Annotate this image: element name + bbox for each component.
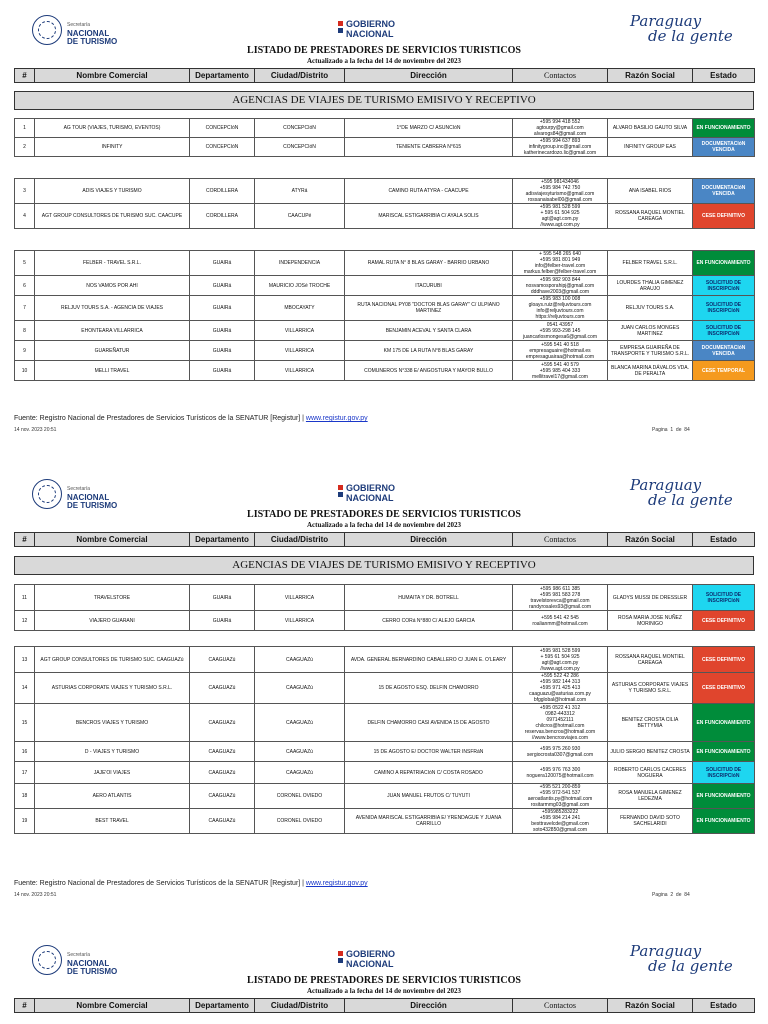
col-header-status: Estado	[693, 69, 755, 83]
senatur-logo	[32, 944, 117, 976]
legal-name: EMPRESA GUAIREÑA DE TRANSPORTE Y TURISMO S.R.L.	[608, 341, 693, 361]
paraguay-logo	[630, 478, 733, 508]
col-header-contacts: Contactos	[513, 69, 608, 83]
row-number: 17	[15, 762, 35, 784]
city: VILLARRICA	[255, 585, 345, 611]
department: GUAIRá	[190, 585, 255, 611]
group-table	[14, 250, 755, 381]
table-row	[15, 762, 755, 784]
page-of: de	[675, 892, 682, 898]
col-header-city: Ciudad/Distrito	[255, 69, 345, 83]
col-header-num: #	[15, 999, 35, 1013]
document-subtitle: Actualizado a la fecha del 14 de noviembre del 2023	[306, 521, 462, 529]
footer-source	[14, 880, 368, 887]
business-name: D - VIAJES Y TURISMO	[35, 742, 190, 762]
table-row	[15, 138, 755, 157]
registur-link[interactable]: www.registur.gov.py	[305, 880, 368, 887]
legal-name: ANA ISABEL RIOS	[608, 179, 693, 204]
legal-name: BLANCA MARINA DÁVALOS VDA. DE PERALTA	[608, 361, 693, 381]
status-badge: SOLICITUD DE INSCRIPCIóN	[693, 296, 755, 321]
legal-name: JULIO SERGIO BENITEZ CROSTA	[608, 742, 693, 762]
department: CONCEPCIóN	[190, 138, 255, 157]
footer-source-text: Fuente: Registro Nacional de Prestadores de Servicios Turísticos de la SENATUR [Registur] |	[14, 880, 306, 887]
gov-line2: NACIONAL	[346, 492, 394, 503]
address: TENIENTE CABRERA N°615	[345, 138, 513, 157]
table-row	[15, 119, 755, 138]
gov-line1: GOBIERNO	[346, 483, 396, 493]
contacts: +595 981434046 +595 984 742 750 adisviajesyturismo@gmail.com rossanaisabel00@gmail.com	[513, 179, 608, 204]
address: CAMINO A REPATRIACIóN C/ COSTA ROSADO	[345, 762, 513, 784]
business-name: AGT GROUP CONSULTORES DE TURISMO SUC. CAAGUAZú	[35, 647, 190, 673]
city: MBOCAYATY	[255, 296, 345, 321]
department: CAAGUAZú	[190, 762, 255, 784]
business-name: BEST TRAVEL	[35, 809, 190, 834]
contacts: +595 994 637 893 infinitygroup.inc@gmail.com katherinecardozo.lic@gmail.com	[513, 138, 608, 157]
report-page-3	[0, 930, 768, 1024]
footer-date: 14 nov. 2023 20:51	[14, 892, 57, 898]
logo-small-text: Secretaría	[67, 486, 91, 492]
gov-line2: NACIONAL	[346, 28, 394, 39]
business-name: RELJUV TOURS S.A. - AGENCIA DE VIAJES	[35, 296, 190, 321]
table-row	[15, 673, 755, 704]
col-header-dept: Departamento	[190, 69, 255, 83]
business-name: GUAREÑATUR	[35, 341, 190, 361]
address: AVENIDA MARISCAL ESTIGARRIBIA E/ YRENDAGUE Y JUANA CARRILLO	[345, 809, 513, 834]
city: CAAGUAZú	[255, 742, 345, 762]
business-name: INFINITY	[35, 138, 190, 157]
department: CORDILLERA	[190, 179, 255, 204]
table-row	[15, 809, 755, 834]
contacts: +595 976 763 300 noguera120075@hotmail.com	[513, 762, 608, 784]
table-row	[15, 784, 755, 809]
paraguay-logo	[630, 944, 733, 974]
department: CORDILLERA	[190, 204, 255, 229]
address: BENJAMIN ACEVAL Y SANTA CLARA	[345, 321, 513, 341]
legal-name: ROSSANA RAQUEL MONTIEL CAREAGA	[608, 204, 693, 229]
table-row	[15, 611, 755, 631]
contacts: +595 982 903 844 nosvamosporahipj@gmail.com dddhave2003@gmail.com	[513, 276, 608, 296]
business-name: NOS VAMOS POR AHI	[35, 276, 190, 296]
table-row	[15, 361, 755, 381]
city: CORONEL OVIEDO	[255, 809, 345, 834]
page-num: 2	[670, 892, 674, 898]
department: GUAIRá	[190, 251, 255, 276]
registur-link[interactable]: www.registur.gov.py	[305, 415, 368, 422]
legal-name: ROBERTO CARLOS CACERES NOGUERA	[608, 762, 693, 784]
contacts: +595 981 528 599 + 595 61 504 925 agt@agt.com.py //www.agt.com.py	[513, 647, 608, 673]
row-number: 11	[15, 585, 35, 611]
department: CAAGUAZú	[190, 809, 255, 834]
address: DELFIN CHAMORRO CASI AVENIDA 15 DE AGOSTO	[345, 704, 513, 742]
gobierno-logo	[338, 20, 395, 40]
col-header-city: Ciudad/Distrito	[255, 533, 345, 547]
department: CAAGUAZú	[190, 742, 255, 762]
col-header-status: Estado	[693, 999, 755, 1013]
gobierno-logo	[338, 950, 395, 970]
business-name: TRAVELSTORE	[35, 585, 190, 611]
row-number: 18	[15, 784, 35, 809]
page-number	[652, 427, 690, 433]
footer-source-text: Fuente: Registro Nacional de Prestadores de Servicios Turísticos de la SENATUR [Registur] |	[14, 415, 306, 422]
paraguay-line2: de la gente	[648, 491, 733, 509]
col-header-dept: Departamento	[190, 533, 255, 547]
contacts: +595 522 42 286 +595 982 144 313 +595 971 425 413 caaguazu@asturias.com.py bfgglobal@hotmail.com	[513, 673, 608, 704]
contacts: +595985283222 +595 984 214 241 besttravelcde@gmail.com soto432850@gmail.com	[513, 809, 608, 834]
table-row	[15, 251, 755, 276]
logo-line2: DE TURISMO	[67, 501, 118, 510]
status-badge: SOLICITUD DE INSCRIPCIóN	[693, 276, 755, 296]
business-name: AERO ATLANTIS	[35, 784, 190, 809]
paraguay-line1: Paraguay	[630, 12, 702, 30]
logo-line1: NACIONAL	[67, 29, 110, 38]
city: CAAGUAZú	[255, 647, 345, 673]
seal-icon	[32, 479, 62, 509]
contacts: +595 541 40 579 +595 985 404 333 mellitravel17@gmail.com	[513, 361, 608, 381]
legal-name: FERNANDO DAVID SOTO SACHELARIDI	[608, 809, 693, 834]
logo-small-text: Secretaría	[67, 22, 91, 28]
contacts: +595 981 528 599 + 595 61 504 925 agt@agt.com.py //www.agt.com.py	[513, 204, 608, 229]
status-badge: EN FUNCIONAMIENTO	[693, 784, 755, 809]
city: CAAGUAZú	[255, 762, 345, 784]
city: ATYRá	[255, 179, 345, 204]
address: JUAN MANUEL FRUTOS C/ TUYUTI	[345, 784, 513, 809]
city: CAACUPé	[255, 204, 345, 229]
col-header-name: Nombre Comercial	[35, 533, 190, 547]
senatur-logo	[32, 14, 117, 46]
legal-name: LOURDES THALIA GIMENEZ ARAUJO	[608, 276, 693, 296]
department: CAAGUAZú	[190, 784, 255, 809]
row-number: 12	[15, 611, 35, 631]
col-header-name: Nombre Comercial	[35, 999, 190, 1013]
business-name: MELLI TRAVEL	[35, 361, 190, 381]
status-badge: SOLICITUD DE INSCRIPCIóN	[693, 762, 755, 784]
gov-line1: GOBIERNO	[346, 19, 396, 29]
table-row	[15, 179, 755, 204]
table-row	[15, 296, 755, 321]
department: GUAIRá	[190, 361, 255, 381]
city: VILLARRICA	[255, 611, 345, 631]
business-name: VIAJERO GUARANI	[35, 611, 190, 631]
column-header-row	[14, 998, 755, 1013]
business-name: AGT GROUP CONSULTORES DE TURISMO SUC. CAACUPE	[35, 204, 190, 229]
status-badge: SOLICITUD DE INSCRIPCIóN	[693, 585, 755, 611]
table-row	[15, 276, 755, 296]
section-title: AGENCIAS DE VIAJES DE TURISMO EMISIVO Y RECEPTIVO	[14, 556, 754, 575]
col-header-razon: Razón Social	[608, 69, 693, 83]
page-number	[652, 892, 690, 898]
address: MARISCAL ESTIGARRIBIA C/ AYALA SOLIS	[345, 204, 513, 229]
department: GUAIRá	[190, 611, 255, 631]
footer-source	[14, 415, 368, 422]
row-number: 4	[15, 204, 35, 229]
legal-name: ROSSANA RAQUEL MONTIEL CAREAGA	[608, 647, 693, 673]
table-row	[15, 704, 755, 742]
legal-name: RELJUV TOURS S.A.	[608, 296, 693, 321]
address: AVDA. GENERAL BERNARDINO CABALLERO C/ JUAN E. O'LEARY	[345, 647, 513, 673]
paraguay-logo	[630, 14, 733, 44]
address: KM 175 DE LA RUTA N°8 BLAS GARAY	[345, 341, 513, 361]
seal-icon	[32, 15, 62, 45]
table-row	[15, 742, 755, 762]
gobierno-logo	[338, 484, 395, 504]
legal-name: GLADYS MUSSI DE DRESSLER	[608, 585, 693, 611]
legal-name: JUAN CARLOS MONGES MARTINEZ	[608, 321, 693, 341]
city: VILLARRICA	[255, 361, 345, 381]
contacts: + 595 548 265 640 +595 981 801 949 info@felber-travel.com markus.felber@felber-travel.com	[513, 251, 608, 276]
address: CAMINO RUTA ATYRA - CAACUPE	[345, 179, 513, 204]
contacts: +595 983 100 008 gloays.ruiz@reljuvtours.com info@reljuvtours.com https://reljuvtours.com	[513, 296, 608, 321]
table-row	[15, 204, 755, 229]
status-badge: DOCUMENTACIóN VENCIDA	[693, 138, 755, 157]
legal-name: ALVARO BASILIO GAUTO SILVA	[608, 119, 693, 138]
department: CONCEPCIóN	[190, 119, 255, 138]
contacts: +595 541 40 518 empresaguaire@hotmail.es empresaguairaa@hotmail.com	[513, 341, 608, 361]
logo-line1: NACIONAL	[67, 493, 110, 502]
table-row	[15, 321, 755, 341]
document-title: LISTADO DE PRESTADORES DE SERVICIOS TURISTICOS	[247, 45, 521, 56]
contacts: 0541 43957 +595 993-298 145 juancarlosmongesa6@gmail.com	[513, 321, 608, 341]
status-badge: DOCUMENTACIóN VENCIDA	[693, 179, 755, 204]
city: VILLARRICA	[255, 321, 345, 341]
department: CAAGUAZú	[190, 673, 255, 704]
col-header-contacts: Contactos	[513, 533, 608, 547]
paraguay-line2: de la gente	[648, 27, 733, 45]
group-table	[14, 584, 755, 631]
column-header-row	[14, 68, 755, 83]
city: CONCEPCIóN	[255, 138, 345, 157]
contacts: +595 994 418 552 agtourpy@gmail.com alvarogs84@gmail.com	[513, 119, 608, 138]
column-header-row	[14, 532, 755, 547]
table-row	[15, 647, 755, 673]
logo-line1: NACIONAL	[67, 959, 110, 968]
department: CAAGUAZú	[190, 704, 255, 742]
status-badge: CESE DEFINITIVO	[693, 673, 755, 704]
document-subtitle: Actualizado a la fecha del 14 de noviembre del 2023	[306, 57, 462, 65]
report-page-1	[0, 0, 768, 464]
paraguay-line2: de la gente	[648, 957, 733, 975]
row-number: 7	[15, 296, 35, 321]
page-total: 84	[684, 427, 690, 433]
status-badge: EN FUNCIONAMIENTO	[693, 704, 755, 742]
contacts: +595 975 260 930 sergiocrosta0307@gmail.com	[513, 742, 608, 762]
row-number: 9	[15, 341, 35, 361]
address: 15 DE AGOSTO E/ DOCTOR WALTER INSFRáN	[345, 742, 513, 762]
city: CAAGUAZú	[255, 704, 345, 742]
legal-name: ROSA MANUELA GIMENEZ LEDEZMA	[608, 784, 693, 809]
page-label: Pagina	[652, 892, 668, 898]
col-header-num: #	[15, 69, 35, 83]
footer-date: 14 nov. 2023 20:51	[14, 427, 57, 433]
contacts: +595 0522 41 312 0982-443312 0971452111 chilcros@hotmail.com reservas.bencros@hotmail.com //www.bencrosviajes.com	[513, 704, 608, 742]
status-badge: CESE TEMPORAL	[693, 361, 755, 381]
logo-small-text: Secretaría	[67, 952, 91, 958]
page-total: 84	[684, 892, 690, 898]
row-number: 14	[15, 673, 35, 704]
col-header-status: Estado	[693, 533, 755, 547]
group-table	[14, 178, 755, 229]
col-header-razon: Razón Social	[608, 999, 693, 1013]
business-name: ADIS VIAJES Y TURISMO	[35, 179, 190, 204]
legal-name: ASTURIAS CORPORATE VIAJES Y TURISMO S.R.L.	[608, 673, 693, 704]
status-badge: CESE DEFINITIVO	[693, 611, 755, 631]
business-name: ASTURIAS CORPORATE VIAJES Y TURISMO S.R.L.	[35, 673, 190, 704]
department: GUAIRá	[190, 321, 255, 341]
department: GUAIRá	[190, 341, 255, 361]
row-number: 16	[15, 742, 35, 762]
address: CERRO CORá N°880 C/ ALEJO GARCIA	[345, 611, 513, 631]
seal-icon	[32, 945, 62, 975]
department: CAAGUAZú	[190, 647, 255, 673]
status-badge: EN FUNCIONAMIENTO	[693, 742, 755, 762]
paraguay-line1: Paraguay	[630, 476, 702, 494]
business-name: JAJE'OI VIAJES	[35, 762, 190, 784]
col-header-address: Dirección	[345, 69, 513, 83]
row-number: 15	[15, 704, 35, 742]
table-row	[15, 341, 755, 361]
address: HUMAITA Y DR. BOTRELL	[345, 585, 513, 611]
business-name: BENCROS VIAJES Y TURISMO	[35, 704, 190, 742]
department: GUAIRá	[190, 276, 255, 296]
address: RAMAL RUTA N° 8 BLAS GARAY - BARRIO URBANO	[345, 251, 513, 276]
col-header-address: Dirección	[345, 533, 513, 547]
page-of: de	[675, 427, 682, 433]
col-header-address: Dirección	[345, 999, 513, 1013]
document-subtitle: Actualizado a la fecha del 14 de noviembre del 2023	[306, 987, 462, 995]
city: VILLARRICA	[255, 341, 345, 361]
row-number: 6	[15, 276, 35, 296]
row-number: 3	[15, 179, 35, 204]
gov-line2: NACIONAL	[346, 958, 394, 969]
col-header-num: #	[15, 533, 35, 547]
col-header-name: Nombre Comercial	[35, 69, 190, 83]
col-header-contacts: Contactos	[513, 999, 608, 1013]
business-name: FELBER - TRAVEL S.R.L.	[35, 251, 190, 276]
row-number: 2	[15, 138, 35, 157]
col-header-city: Ciudad/Distrito	[255, 999, 345, 1013]
legal-name: BENITEZ CROSTA CILIA BETTYMIA	[608, 704, 693, 742]
document-title: LISTADO DE PRESTADORES DE SERVICIOS TURISTICOS	[247, 509, 521, 520]
page-label: Pagina	[652, 427, 668, 433]
contacts: +595 541 42 545 roalianmm@hotmail.com	[513, 611, 608, 631]
status-badge: SOLICITUD DE INSCRIPCIóN	[693, 321, 755, 341]
address: 15 DE AGOSTO ESQ. DELFIN CHAMORRO	[345, 673, 513, 704]
city: CAAGUAZú	[255, 673, 345, 704]
address: COMUNEROS N°338 E/ ANGOSTURA Y MAYOR BULLO	[345, 361, 513, 381]
logo-line2: DE TURISMO	[67, 37, 118, 46]
legal-name: ROSA MARIA JOSE NUÑEZ MORINIGO	[608, 611, 693, 631]
paraguay-line1: Paraguay	[630, 942, 702, 960]
row-number: 8	[15, 321, 35, 341]
city: INDEPENDENCIA	[255, 251, 345, 276]
status-badge: EN FUNCIONAMIENTO	[693, 809, 755, 834]
row-number: 1	[15, 119, 35, 138]
business-name: AG TOUR (VIAJES, TURISMO, EVENTOS)	[35, 119, 190, 138]
group-table	[14, 646, 755, 834]
table-row	[15, 585, 755, 611]
department: GUAIRá	[190, 296, 255, 321]
col-header-dept: Departamento	[190, 999, 255, 1013]
status-badge: EN FUNCIONAMIENTO	[693, 251, 755, 276]
document-title: LISTADO DE PRESTADORES DE SERVICIOS TURISTICOS	[247, 975, 521, 986]
contacts: +595 986 611 385 +595 981 583 278 travelstorevca@gmail.com randyrosales93@gmail.com	[513, 585, 608, 611]
city: MAURICIO JOSé TROCHE	[255, 276, 345, 296]
address: ITACURUBI	[345, 276, 513, 296]
col-header-razon: Razón Social	[608, 533, 693, 547]
address: 1°DE MARZO C/ ASUNCIóN	[345, 119, 513, 138]
senatur-logo	[32, 478, 117, 510]
page-num: 1	[670, 427, 674, 433]
group-table	[14, 118, 755, 157]
status-badge: CESE DEFINITIVO	[693, 204, 755, 229]
legal-name: INFINITY GROUP EAS	[608, 138, 693, 157]
row-number: 19	[15, 809, 35, 834]
row-number: 5	[15, 251, 35, 276]
gov-line1: GOBIERNO	[346, 949, 396, 959]
contacts: +595 521 200-859 +595 972-541 537 aeroatlantis.py@hotmail.com rositarmmg03@gmail.com	[513, 784, 608, 809]
row-number: 13	[15, 647, 35, 673]
status-badge: CESE DEFINITIVO	[693, 647, 755, 673]
city: CONCEPCIóN	[255, 119, 345, 138]
address: RUTA NACIONAL PY08 "DOCTOR BLAS GARAY" C/ ULPIANO MARTINEZ	[345, 296, 513, 321]
status-badge: EN FUNCIONAMIENTO	[693, 119, 755, 138]
legal-name: FELBER TRAVEL S.R.L.	[608, 251, 693, 276]
row-number: 10	[15, 361, 35, 381]
report-page-2	[0, 464, 768, 930]
status-badge: DOCUMENTACIóN VENCIDA	[693, 341, 755, 361]
city: CORONEL OVIEDO	[255, 784, 345, 809]
section-title: AGENCIAS DE VIAJES DE TURISMO EMISIVO Y RECEPTIVO	[14, 91, 754, 110]
logo-line2: DE TURISMO	[67, 967, 118, 976]
business-name: EHONTEARA VILLARRICA	[35, 321, 190, 341]
